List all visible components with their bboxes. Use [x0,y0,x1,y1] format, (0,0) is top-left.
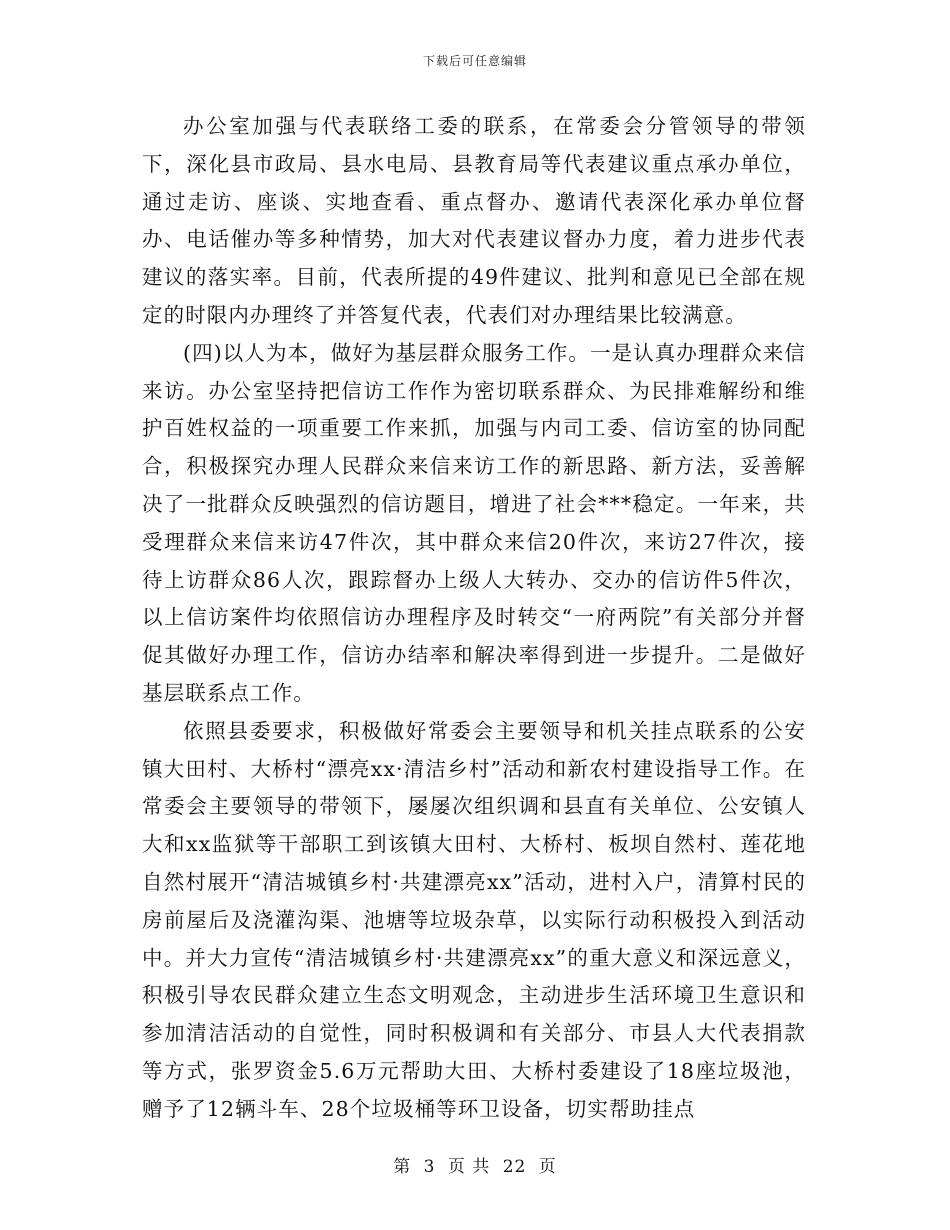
page-total: 22 [502,1157,527,1177]
document-body [142,108,806,1129]
page-number-footer [0,1152,950,1177]
paragraph-1: 办公室加强与代表联络工委的联系，在常委会分管领导的带领下，深化县市政局、县水电局、县教育局等代表建议重点承办单位，通过走访、座谈、实地查看、重点督办、邀请代表深化承办单位督办、电话催办等多种情势，加大对代表建议督办力度，着力进步代表建议的落实率。目前，代表所提的49件建议、批判和意见已全部在规定的时限内办理终了并答复代表，代表们对办理结果比较满意。 [142,114,806,327]
page-current: 3 [423,1157,436,1177]
paragraph-2: (四)以人为本，做好为基层群众服务工作。一是认真办理群众来信来访。办公室坚持把信访工作作为密切联系群众、为民排难解纷和维护百姓权益的一项重要工作来抓，加强与内司工委、信访室的协同配合，积极探究办理人民群众来信来访工作的新思路、新方法，妥善解决了一批群众反映强烈的信访题目，增进了社会***稳定。一年来，共受理群众来信来访47件次，其中群众来信20件次，来访27件次，接待上访群众86人次，跟踪督办上级人大转办、交办的信访件5件次，以上信访案件均依照信访办理程序及时转交“一府两院”有关部分并督促其做好办理工作，信访办结率和解决率得到进一步提升。二是做好基层联系点工作。 [142,340,806,705]
page-label-middle: 页 共 [447,1157,491,1177]
page-label-prefix: 第 [393,1157,412,1177]
paragraph-3: 依照县委要求，积极做好常委会主要领导和机关挂点联系的公安镇大田村、大桥村“漂亮xx·清洁乡村”活动和新农村建设指导工作。在常委会主要领导的带领下，屡屡次组织调和县直有关单位、公安镇人大和xx监狱等干部职工到该镇大田村、大桥村、板坝自然村、莲花地自然村展开“清洁城镇乡村·共建漂亮xx”活动，进村入户，清算村民的房前屋后及浇灌沟渠、池塘等垃圾杂草，以实际行动积极投入到活动中。并大力宣传“清洁城镇乡村·共建漂亮xx”的重大意义和深远意义，积极引导农民群众建立生态文明观念，主动进步生活环境卫生意识和参加清洁活动的自觉性，同时积极调和有关部分、市县人大代表捐款等方式，张罗资金5.6万元帮助大田、大桥村委建设了18座垃圾池，赠予了12辆斗车、28个垃圾桶等环卫设备，切实帮助挂点 [142,718,806,1121]
page-label-suffix: 页 [538,1157,557,1177]
page-header-note: 下载后可任意编辑 [422,54,527,68]
